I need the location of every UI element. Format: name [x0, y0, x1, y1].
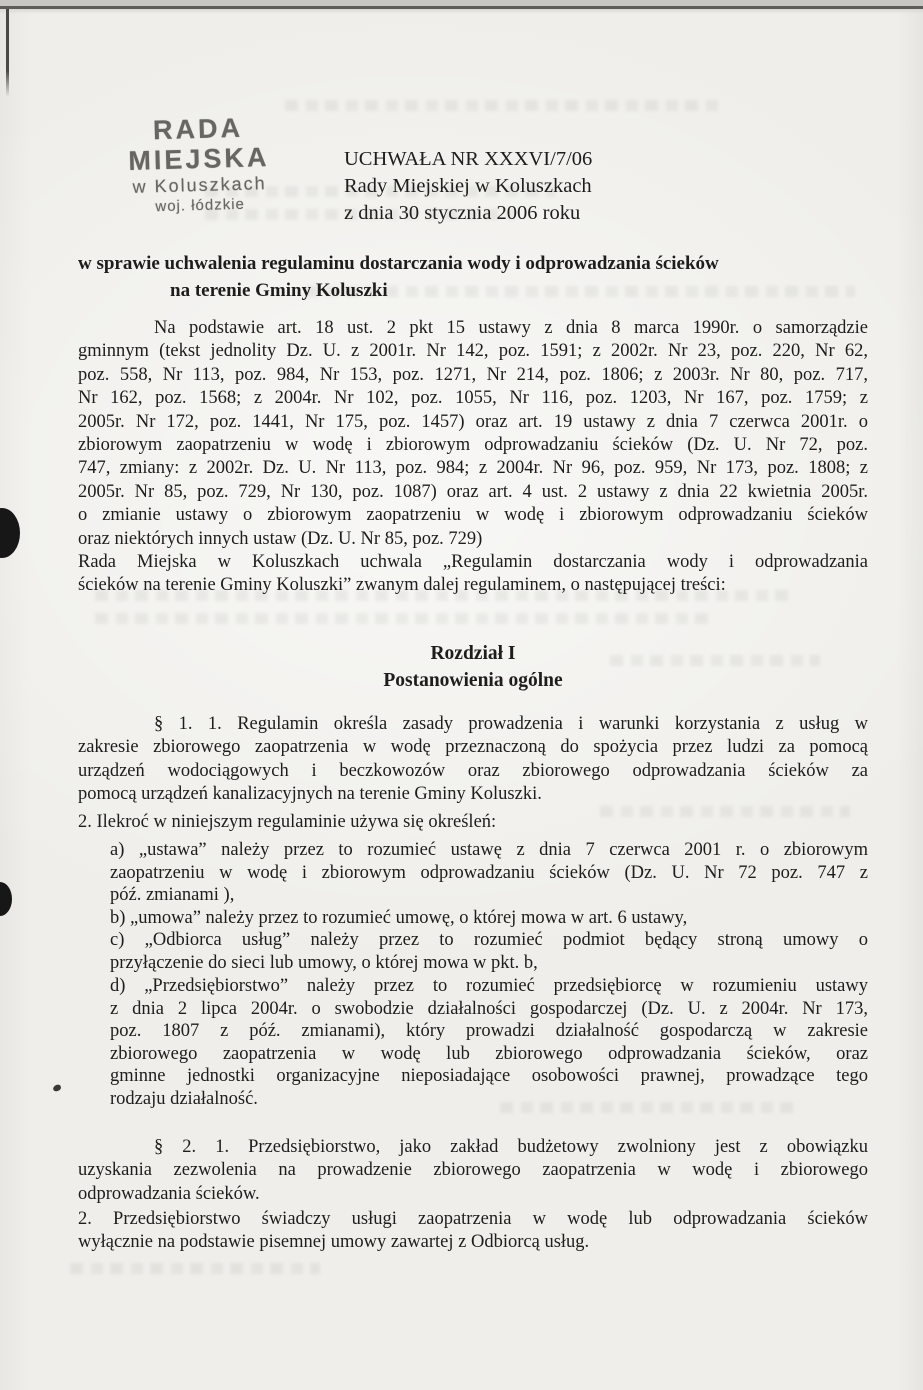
subject-line-2: na terenie Gminy Koluszki — [170, 280, 388, 301]
resolution-date: z dnia 30 stycznia 2006 roku — [344, 202, 581, 224]
paragraph-1: § 1. 1. Regulamin określa zasady prowadzenia i warunki korzystania z usług w zakresie zbiorowego zaopatrzenia w wodę przeznaczoną do spożycia przez ludzi za pomocą urządzeń wodociągowych i beczkowozów oraz zbiorowego odprowadzania ścieków za pomocą urządzeń kanalizacyjnych na terenie Gminy Koluszki. — [78, 714, 868, 805]
bleed-through-smudge — [70, 1263, 320, 1274]
hole-punch-artifact-upper — [0, 508, 20, 558]
subject-line-1: w sprawie uchwalenia regulaminu dostarczania wody i odprowadzania ścieków — [78, 253, 719, 274]
resolution-issuer: Rady Miejskiej w Koluszkach — [344, 175, 592, 197]
stamp-org-name: RADA MIEJSKA — [127, 112, 270, 176]
scan-edge-left-line — [6, 9, 9, 97]
paragraph-1-point-2: 2. Ilekroć w niniejszym regulaminie używa się określeń: — [78, 812, 497, 832]
definition-item-a: a) „ustawa” należy przez to rozumieć ustawę z dnia 7 czerwca 2001 r. o zbiorowym zaopatrzeniu w wodę i zbiorowym odprowadzaniu ścieków (Dz. U. Nr 72 poz. 747 z póź. zmianami ), — [110, 840, 868, 906]
legal-basis-paragraph: Na podstawie art. 18 ust. 2 pkt 15 ustawy z dnia 8 marca 1990r. o samorządzie gminnym (tekst jednolity Dz. U. z 2001r. Nr 142, poz. 1591; z 2002r. Nr 23, poz. 220, Nr 62, poz. 558, Nr 113, poz. 984, Nr 153, poz. 1271, Nr 214, poz. 1806; z 2003r. Nr 80, poz. 717, Nr 162, poz. 1568; z 2004r. Nr 102, poz. 1055, Nr 116, poz. 1203, Nr 167, poz. 1759; z 2005r. Nr 172, poz. 1441, Nr 175, poz. 1457) oraz art. 19 ustawy z dnia 7 czerwca 2001r. o zbiorowym zaopatrzeniu w wodę i zbiorowym odprowadzaniu ścieków (Dz. U. Nr 72, poz. 747, zmiany: z 2002r. Dz. U. Nr 113, poz. 984; z 2004r. Nr 96, poz. 959, Nr 173, poz. 1808; z 2005r. Nr 85, poz. 729, Nr 130, poz. 1087) oraz art. 4 ust. 2 ustawy z dnia 22 kwietnia 2005r. o zmianie ustawy o zbiorowym zaopatrzeniu w wodę i zbiorowym odprowadzaniu ścieków oraz niektórych innych ustaw (Dz. U. Nr 85, poz. 729) — [78, 318, 868, 549]
bleed-through-smudge — [95, 613, 715, 624]
chapter-heading — [78, 640, 868, 694]
resolution-title — [344, 146, 592, 227]
definition-item-b: b) „umowa” należy przez to rozumieć umowę, o której mowa w art. 6 ustawy, — [110, 908, 688, 928]
definition-item-c: c) „Odbiorca usług” należy przez to rozumieć podmiot będący stroną umowy o przyłączenie do sieci lub umowy, o której mowa w pkt. b, — [110, 930, 868, 973]
stamp-voivodeship: woj. łódzkie — [155, 195, 246, 216]
resolution-number: UCHWAŁA NR XXXVI/7/06 — [344, 148, 593, 170]
paragraph-2-point-2: 2. Przedsiębiorstwo świadczy usługi zaopatrzenia w wodę lub odprowadzania ścieków wyłącznie na podstawie pisemnej umowy zawartej z Odbiorcą usług. — [78, 1209, 868, 1253]
chapter-number: Rozdział I — [430, 643, 516, 664]
council-ink-stamp — [83, 111, 316, 218]
stamp-town: w Koluszkach — [132, 173, 267, 197]
bleed-through-smudge — [285, 100, 725, 111]
definition-item-d: d) „Przedsiębiorstwo” należy przez to rozumieć przedsiębiorcę w rozumieniu ustawy z dnia 2 lipca 2004r. o swobodzie działalności gospodarczej (Dz. U. z 2004r. Nr 173, poz. 1807 z póź. zmianami), który prowadzi działalność gospodarczą w zakresie zbiorowego zaopatrzenia w wodę lub zbiorowego odprowadzania ścieków, oraz gminne jednostki organizacyjne nieposiadające osobowości prawnej, prowadzące tego rodzaju działalność. — [110, 976, 868, 1109]
chapter-title: Postanowienia ogólne — [383, 670, 563, 691]
paragraph-2: § 2. 1. Przedsiębiorstwo, jako zakład budżetowy zwolniony jest z obowiązku uzyskania zezwolenia na prowadzenie zbiorowego zaopatrzenia w wodę i zbiorowego odprowadzania ścieków. — [78, 1137, 868, 1204]
scan-edge-top-fade — [0, 9, 923, 14]
enacting-sentence: Rada Miejska w Koluszkach uchwala „Regulamin dostarczania wody i odprowadzania ścieków na terenie Gminy Koluszki” zwanym dalej regulaminem, o następującej treści: — [78, 552, 868, 596]
resolution-subject — [78, 250, 719, 304]
hole-punch-artifact-lower — [0, 882, 12, 916]
ink-speck-artifact — [52, 1084, 62, 1092]
